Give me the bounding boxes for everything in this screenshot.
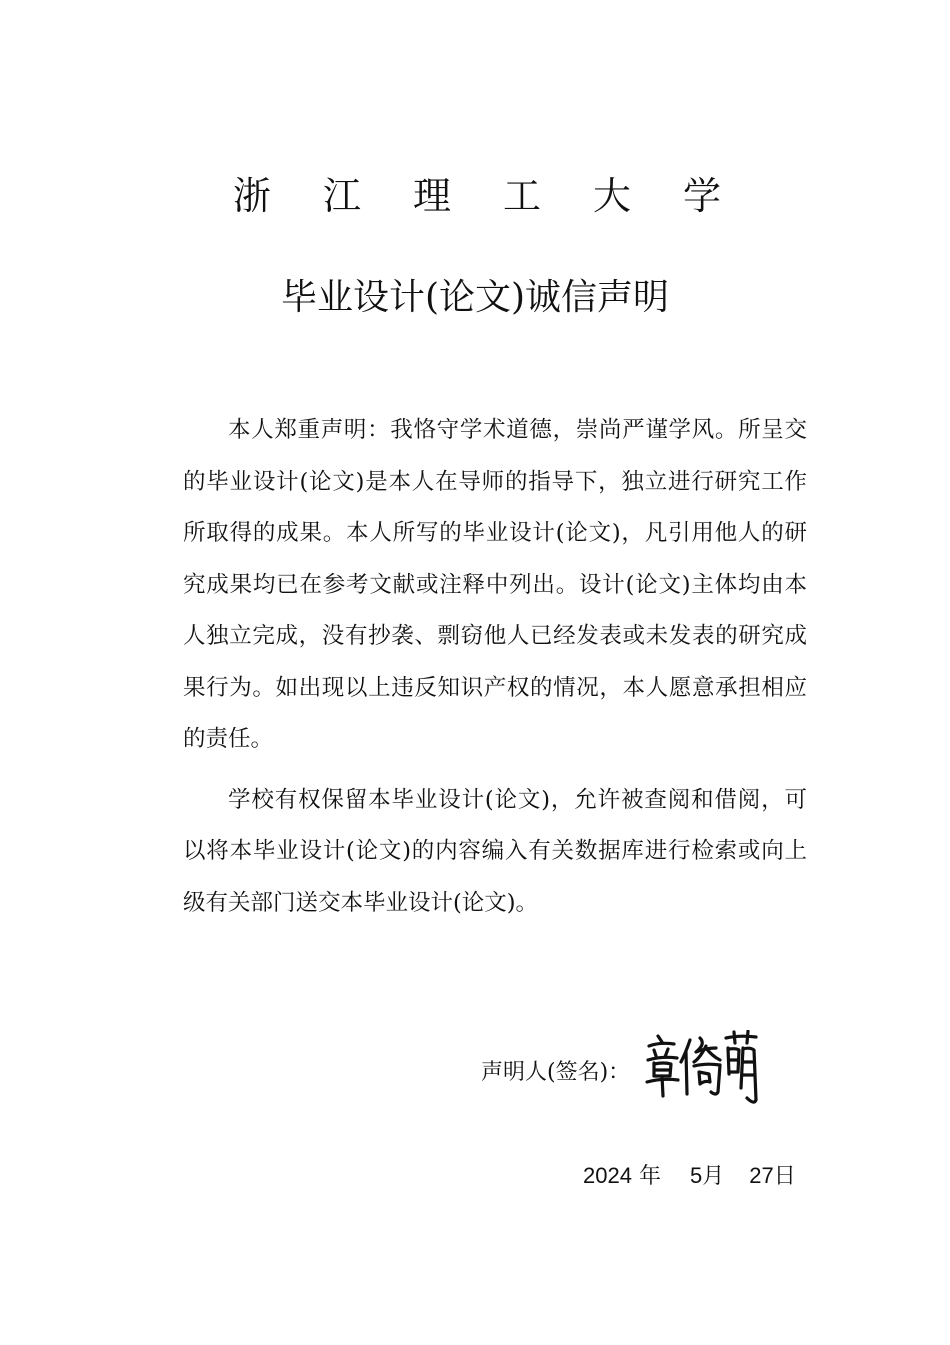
- signing-date: [583, 1160, 796, 1193]
- handwritten-signature: [644, 1030, 764, 1106]
- date-day-unit: 日: [773, 1164, 796, 1189]
- date-year: 2024: [583, 1163, 632, 1188]
- date-month-unit: 月: [702, 1164, 725, 1189]
- declaration-body: [183, 405, 807, 929]
- document-title: 毕业设计(论文)诚信声明: [280, 277, 670, 318]
- signature-label: 声明人(签名)：: [481, 1060, 631, 1085]
- declaration-paragraph-2: 学校有权保留本毕业设计(论文)，允许被查阅和借阅，可以将本毕业设计(论文)的内容编入有关数据库进行检索或向上级有关部门送交本毕业设计(论文)。: [183, 786, 807, 916]
- date-year-unit: 年: [638, 1164, 661, 1189]
- school-name-char: 学: [683, 174, 722, 218]
- school-name-char: 工: [503, 174, 542, 218]
- school-name-char: 浙: [232, 174, 271, 218]
- school-name-char: 大: [593, 174, 632, 218]
- signature-block: [481, 1030, 781, 1110]
- date-month: 5: [689, 1163, 703, 1188]
- school-name-char: 理: [412, 174, 451, 218]
- date-day: 27: [749, 1163, 774, 1188]
- school-name: [0, 170, 950, 222]
- school-name-char: 江: [322, 174, 361, 218]
- declaration-paragraph-1: 本人郑重声明：我恪守学术道德，崇尚严谨学风。所呈交的毕业设计(论文)是本人在导师的指导下，独立进行研究工作所取得的成果。本人所写的毕业设计(论文)，凡引用他人的研究成果均已在参考文献或注释中列出。设计(论文)主体均由本人独立完成，没有抄袭、剽窃他人已经发表或未发表的研究成果行为。如出现以上违反知识产权的情况，本人愿意承担相应的责任。: [183, 417, 807, 752]
